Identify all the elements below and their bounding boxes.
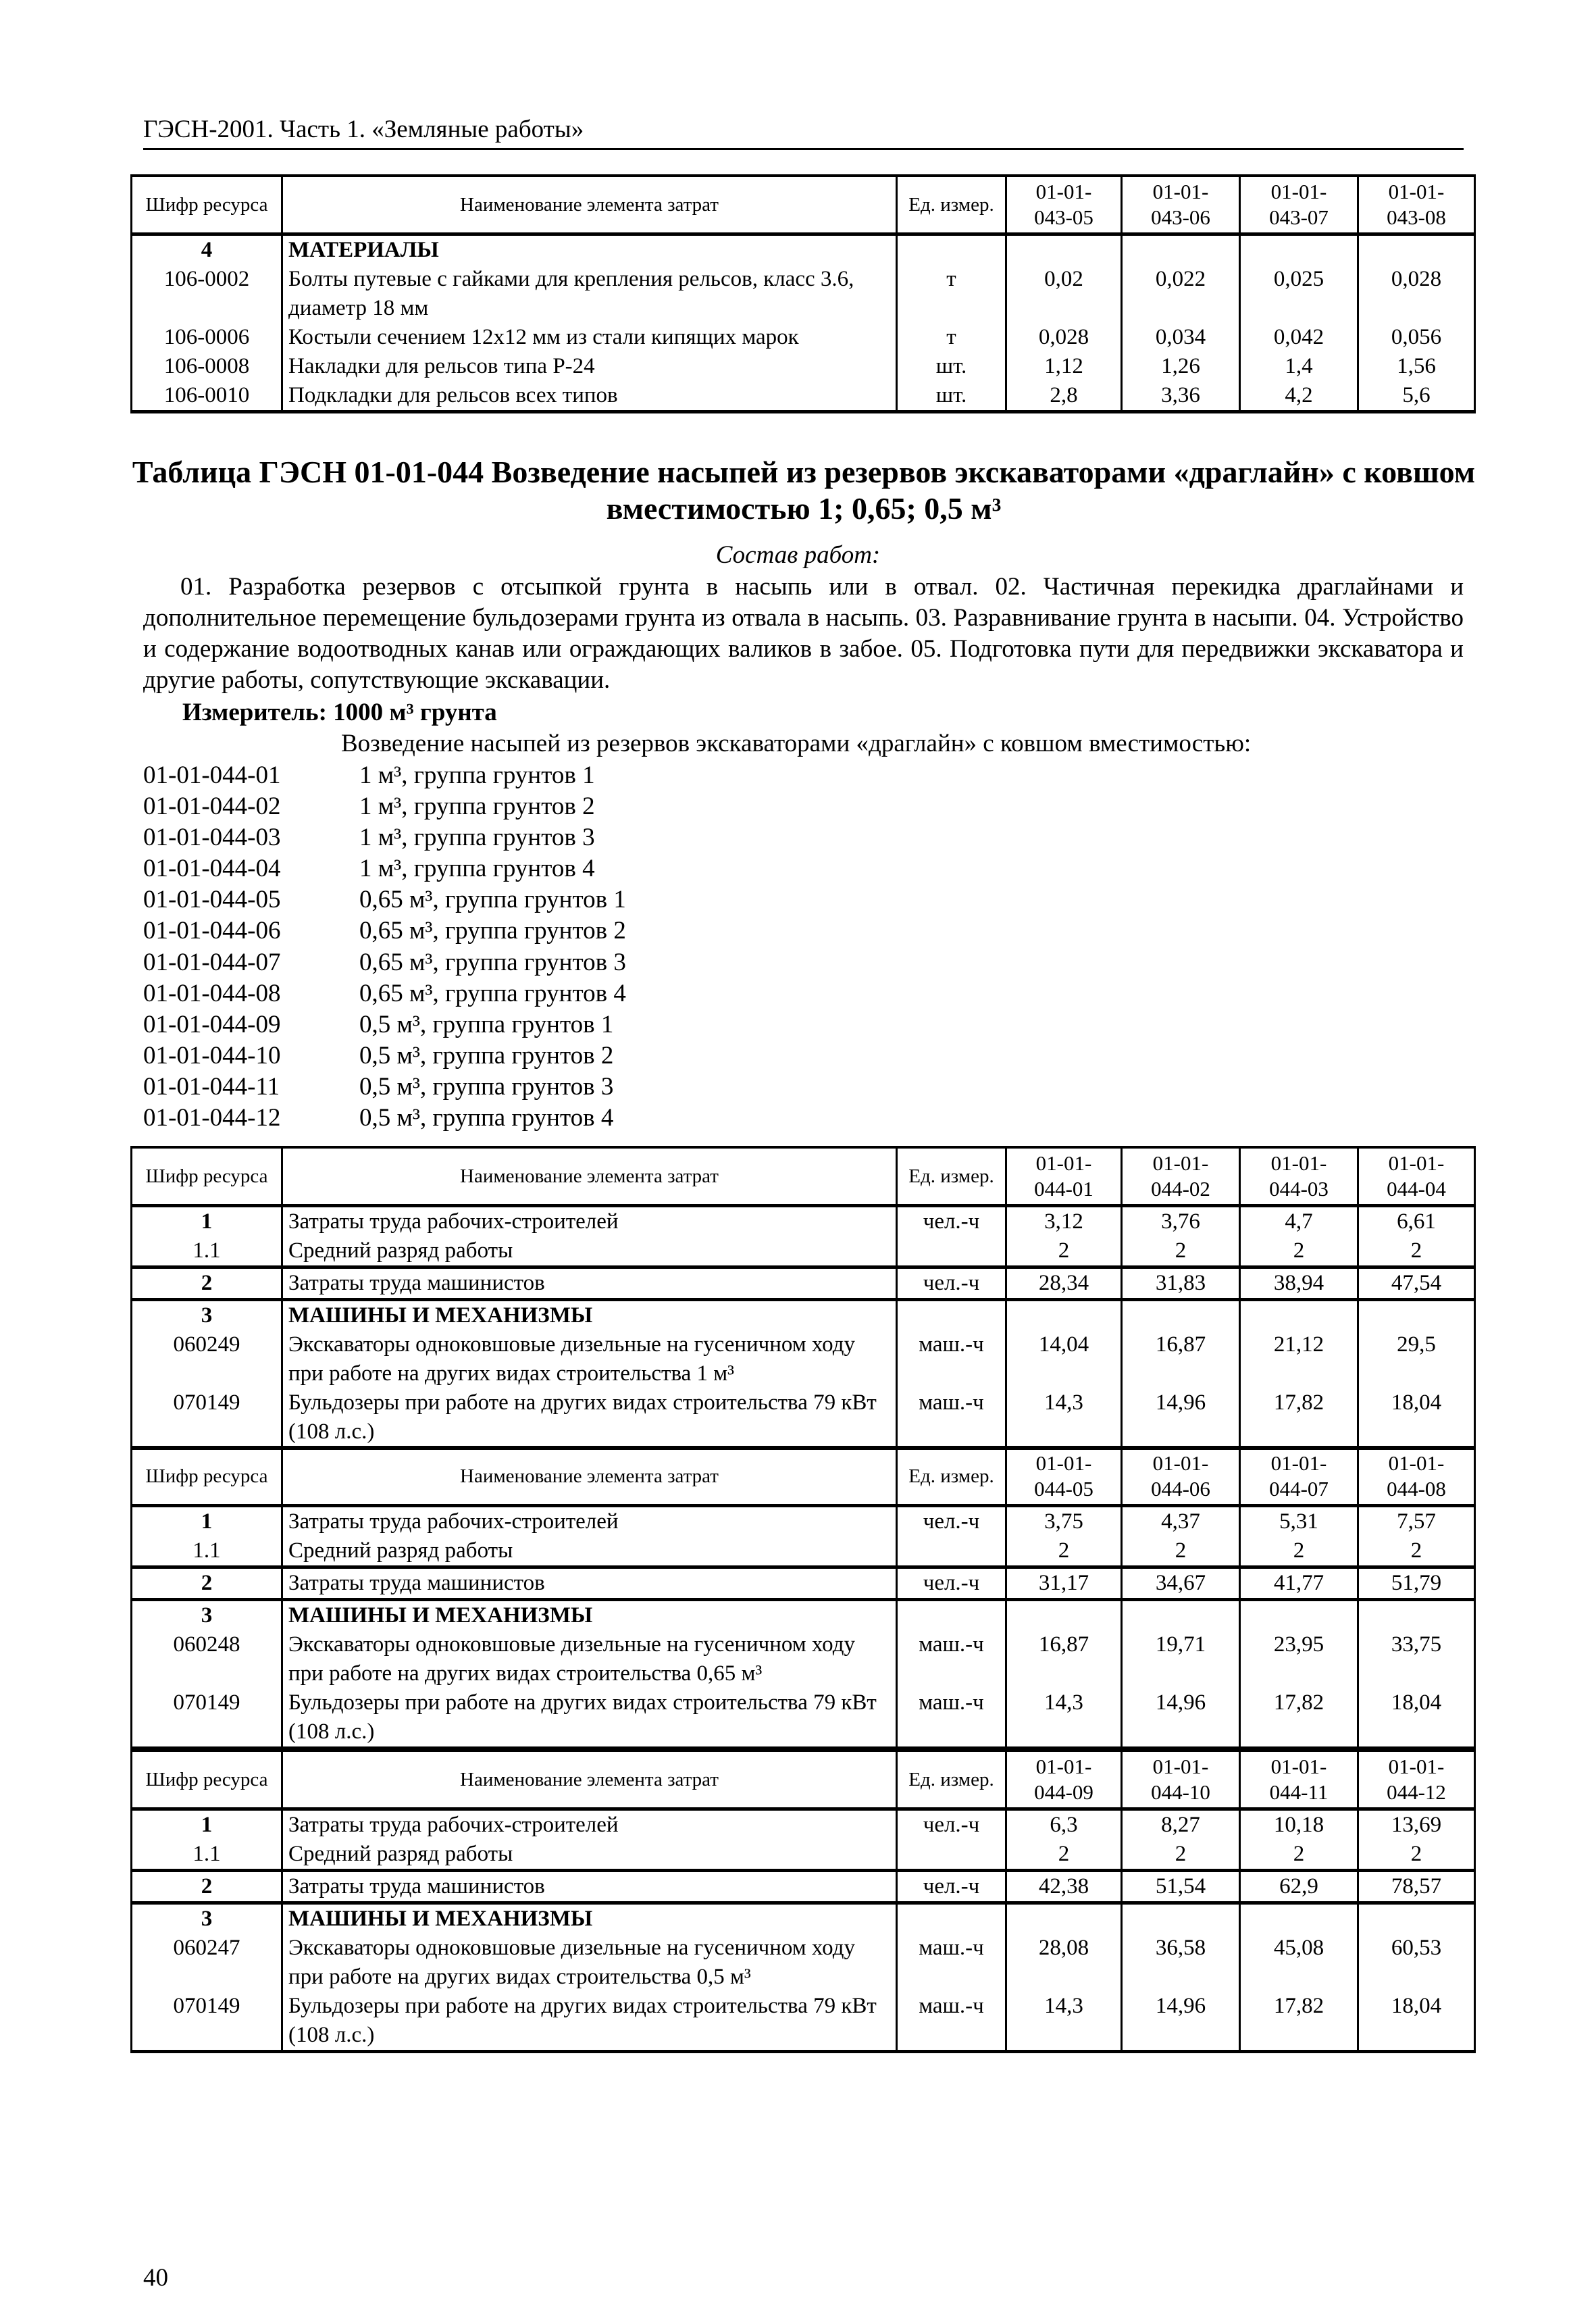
norm-value: 41,77 [1240,1567,1358,1600]
row-group [132,234,1475,412]
norm-value: 2 [1122,1840,1240,1871]
norm-value: 62,9 [1240,1871,1358,1903]
cost-element-name: МАТЕРИАЛЫ [282,234,897,266]
table-row [132,1600,1475,1631]
norm-value: 23,95 [1240,1630,1358,1688]
cost-element-name: Затраты труда рабочих-строителей [282,1506,897,1537]
cost-element-name: Затраты труда рабочих-строителей [282,1206,897,1237]
item-text: 0,5 м³, группа грунтов 2 [359,1041,614,1070]
column-code-header: 01-01- 044-11 [1240,1751,1358,1809]
resource-code: 070149 [132,1688,282,1749]
item-text: 0,5 м³, группа грунтов 4 [359,1104,614,1132]
norm-value: 28,08 [1006,1934,1122,1992]
table-header [132,1147,1475,1206]
norm-value [1122,1903,1240,1934]
unit [897,234,1006,266]
column-code-header: 01-01- 043-07 [1240,176,1358,234]
resource-code: 070149 [132,1992,282,2052]
item-text: 0,5 м³, группа грунтов 1 [359,1010,614,1038]
norm-value: 42,38 [1006,1871,1122,1903]
unit-header: Ед. измер. [897,176,1006,234]
cost-element-name: Средний разряд работы [282,1840,897,1871]
list-item [143,791,626,822]
norm-value [1122,1300,1240,1331]
unit [897,1536,1006,1567]
table-row [132,1330,1475,1388]
norm-value [1358,1903,1475,1934]
list-item [143,978,626,1009]
item-code: 01-01-044-05 [143,886,281,914]
name-header: Наименование элемента затрат [282,1751,897,1809]
norm-value: 0,056 [1358,323,1475,352]
unit: т [897,265,1006,323]
column-code-header: 01-01- 044-02 [1122,1147,1240,1206]
cost-element-name: Средний разряд работы [282,1536,897,1567]
norm-value: 18,04 [1358,1992,1475,2052]
unit-header: Ед. измер. [897,1447,1006,1506]
table-row [132,1536,1475,1567]
resource-code: 060247 [132,1934,282,1992]
cost-element-name: Накладки для рельсов типа Р-24 [282,352,897,381]
unit [897,1300,1006,1331]
resource-code: 2 [132,1871,282,1903]
table-row [132,1300,1475,1331]
unit: чел.-ч [897,1267,1006,1300]
unit: чел.-ч [897,1567,1006,1600]
norm-value: 5,6 [1358,381,1475,412]
row-group [132,1506,1475,1567]
cost-element-name: Затраты труда машинистов [282,1567,897,1600]
norm-value: 51,79 [1358,1567,1475,1600]
resource-code: 1 [132,1206,282,1237]
norm-value [1358,1300,1475,1331]
table-row [132,1236,1475,1267]
item-code: 01-01-044-10 [143,1041,281,1070]
column-code-header: 01-01- 044-03 [1240,1147,1358,1206]
running-header: ГЭСН-2001. Часть 1. «Земляные работы» [143,115,1464,150]
norm-value: 1,12 [1006,352,1122,381]
header-row [132,1147,1475,1206]
row-group [132,1206,1475,1267]
resource-code: 3 [132,1600,282,1631]
materials-table [130,174,1476,413]
row-group [132,1600,1475,1749]
row-group [132,1903,1475,2052]
unit: чел.-ч [897,1206,1006,1237]
resource-code: 1 [132,1809,282,1840]
table-row [132,1567,1475,1600]
table-row [132,234,1475,266]
resource-code: 2 [132,1567,282,1600]
norm-value: 14,04 [1006,1330,1122,1388]
table-row [132,1871,1475,1903]
code-header: Шифр ресурса [132,1447,282,1506]
unit: чел.-ч [897,1809,1006,1840]
norm-value: 2 [1240,1236,1358,1267]
norm-value: 17,82 [1240,1688,1358,1749]
norm-value: 17,82 [1240,1992,1358,2052]
row-group [132,1300,1475,1449]
section-title: Таблица ГЭСН 01-01-044 Возведение насыпей из резервов экскаваторами «драглайн» с ковшом вместимостью 1; 0,65; 0,5 м³ [132,455,1476,526]
row-group [132,1567,1475,1600]
cost-element-name: Подкладки для рельсов всех типов [282,381,897,412]
norm-value [1358,234,1475,266]
norm-value: 18,04 [1358,1388,1475,1449]
header-row [132,1751,1475,1809]
item-text: 0,65 м³, группа грунтов 4 [359,979,626,1007]
item-code: 01-01-044-04 [143,855,281,883]
norms-table-1 [130,1146,1476,1450]
item-code: 01-01-044-09 [143,1010,281,1038]
norm-value [1006,1600,1122,1631]
cost-element-name: Бульдозеры при работе на других видах строительства 79 кВт (108 л.с.) [282,1388,897,1449]
unit: маш.-ч [897,1330,1006,1388]
norm-value: 3,75 [1006,1506,1122,1537]
header-row [132,1447,1475,1506]
resource-code: 1.1 [132,1536,282,1567]
resource-code: 070149 [132,1388,282,1449]
norm-value: 31,83 [1122,1267,1240,1300]
unit: чел.-ч [897,1871,1006,1903]
table-header [132,1751,1475,1809]
resource-code: 060248 [132,1630,282,1688]
cost-element-name: Затраты труда машинистов [282,1267,897,1300]
cost-element-name: МАШИНЫ И МЕХАНИЗМЫ [282,1903,897,1934]
column-code-header: 01-01- 044-09 [1006,1751,1122,1809]
list-item [143,1040,626,1072]
column-code-header: 01-01- 044-05 [1006,1447,1122,1506]
cost-element-name: МАШИНЫ И МЕХАНИЗМЫ [282,1300,897,1331]
norm-value: 8,27 [1122,1809,1240,1840]
norm-value: 0,022 [1122,265,1240,323]
norm-value: 3,76 [1122,1206,1240,1237]
item-text: 1 м³, группа грунтов 3 [359,824,595,852]
table-row [132,1688,1475,1749]
list-item [143,853,626,884]
list-item [143,1072,626,1103]
norm-value: 14,3 [1006,1688,1122,1749]
norm-value: 2 [1240,1536,1358,1567]
norm-value: 1,26 [1122,352,1240,381]
cost-element-name: Экскаваторы одноковшовые дизельные на гусеничном ходу при работе на других видах строительства 0,65 м³ [282,1630,897,1688]
table-row [132,381,1475,412]
item-list [143,760,626,1134]
cost-element-name: Костыли сечением 12х12 мм из стали кипящих марок [282,323,897,352]
norm-value [1122,1600,1240,1631]
cost-element-name: Затраты труда машинистов [282,1871,897,1903]
item-text: 1 м³, группа грунтов 1 [359,761,595,789]
item-text: 0,65 м³, группа грунтов 3 [359,948,626,976]
table-row [132,1506,1475,1537]
table-row [132,1903,1475,1934]
composition-label: Состав работ: [715,541,881,569]
table-row [132,1934,1475,1992]
norm-value: 18,04 [1358,1688,1475,1749]
resource-code: 106-0008 [132,352,282,381]
norm-value: 2 [1358,1536,1475,1567]
list-item [143,760,626,791]
norm-value: 60,53 [1358,1934,1475,1992]
norm-value [1240,1600,1358,1631]
norm-value: 0,02 [1006,265,1122,323]
column-code-header: 01-01- 044-04 [1358,1147,1475,1206]
table-row [132,1206,1475,1237]
resource-code: 106-0002 [132,265,282,323]
norm-value [1122,234,1240,266]
list-item [143,947,626,978]
cost-element-name: Болты путевые с гайками для крепления рельсов, класс 3.6, диаметр 18 мм [282,265,897,323]
resource-code: 2 [132,1267,282,1300]
resource-code: 1.1 [132,1236,282,1267]
cost-element-name: Бульдозеры при работе на других видах строительства 79 кВт (108 л.с.) [282,1688,897,1749]
norm-value: 36,58 [1122,1934,1240,1992]
table-row [132,1840,1475,1871]
name-header: Наименование элемента затрат [282,1147,897,1206]
norm-value: 3,12 [1006,1206,1122,1237]
resource-code: 3 [132,1300,282,1331]
item-code: 01-01-044-03 [143,824,281,852]
norm-value: 45,08 [1240,1934,1358,1992]
norm-value: 14,3 [1006,1992,1122,2052]
item-code: 01-01-044-06 [143,917,281,945]
norm-value: 6,61 [1358,1206,1475,1237]
norms-table-2 [130,1446,1476,1750]
column-code-header: 01-01- 044-06 [1122,1447,1240,1506]
cost-element-name: Средний разряд работы [282,1236,897,1267]
unit: маш.-ч [897,1388,1006,1449]
table-row [132,1992,1475,2052]
norm-value: 29,5 [1358,1330,1475,1388]
norm-value: 1,56 [1358,352,1475,381]
table-row [132,352,1475,381]
norm-value: 47,54 [1358,1267,1475,1300]
norm-value: 21,12 [1240,1330,1358,1388]
unit-header: Ед. измер. [897,1147,1006,1206]
norm-value: 2 [1006,1236,1122,1267]
norm-value: 13,69 [1358,1809,1475,1840]
norm-value: 2 [1006,1840,1122,1871]
norm-value: 10,18 [1240,1809,1358,1840]
table-header [132,1447,1475,1506]
unit: маш.-ч [897,1992,1006,2052]
table-row [132,323,1475,352]
unit: т [897,323,1006,352]
resource-code: 4 [132,234,282,266]
list-item [143,1103,626,1134]
item-text: 1 м³, группа грунтов 4 [359,855,595,883]
unit [897,1236,1006,1267]
items-intro: Возведение насыпей из резервов экскаваторами «драглайн» с ковшом вместимостью: [341,730,1252,757]
unit [897,1600,1006,1631]
item-text: 0,5 м³, группа грунтов 3 [359,1072,614,1101]
item-text: 0,65 м³, группа грунтов 2 [359,917,626,945]
table-row [132,1388,1475,1449]
column-code-header: 01-01- 044-07 [1240,1447,1358,1506]
table-row [132,265,1475,323]
norm-value: 3,36 [1122,381,1240,412]
measure-unit: Измеритель: 1000 м³ грунта [182,699,497,726]
page-number: 40 [143,2264,168,2292]
cost-element-name: Затраты труда рабочих-строителей [282,1809,897,1840]
norm-value: 78,57 [1358,1871,1475,1903]
item-code: 01-01-044-01 [143,761,281,789]
norm-value: 0,028 [1358,265,1475,323]
resource-code: 060249 [132,1330,282,1388]
item-code: 01-01-044-07 [143,948,281,976]
norm-value: 6,3 [1006,1809,1122,1840]
unit: маш.-ч [897,1688,1006,1749]
row-group [132,1871,1475,1903]
table-row [132,1267,1475,1300]
norm-value: 16,87 [1122,1330,1240,1388]
code-header: Шифр ресурса [132,1147,282,1206]
cost-element-name: Экскаваторы одноковшовые дизельные на гусеничном ходу при работе на других видах строительства 0,5 м³ [282,1934,897,1992]
cost-element-name: Бульдозеры при работе на других видах строительства 79 кВт (108 л.с.) [282,1992,897,2052]
column-code-header: 01-01- 044-01 [1006,1147,1122,1206]
norm-value: 34,67 [1122,1567,1240,1600]
item-code: 01-01-044-12 [143,1104,281,1132]
item-code: 01-01-044-08 [143,979,281,1007]
norm-value: 2 [1006,1536,1122,1567]
code-header: Шифр ресурса [132,1751,282,1809]
unit: маш.-ч [897,1934,1006,1992]
item-text: 0,65 м³, группа грунтов 1 [359,886,626,914]
list-item [143,1009,626,1040]
column-code-header: 01-01- 044-08 [1358,1447,1475,1506]
norm-value: 2 [1358,1236,1475,1267]
resource-code: 1 [132,1506,282,1537]
norm-value: 1,4 [1240,352,1358,381]
norm-value [1240,1903,1358,1934]
list-item [143,915,626,947]
norm-value: 2 [1240,1840,1358,1871]
unit: шт. [897,381,1006,412]
header-row [132,176,1475,234]
norm-value: 51,54 [1122,1871,1240,1903]
norm-value: 14,96 [1122,1388,1240,1449]
resource-code: 106-0006 [132,323,282,352]
norm-value: 16,87 [1006,1630,1122,1688]
unit: маш.-ч [897,1630,1006,1688]
row-group [132,1267,1475,1300]
norm-value: 33,75 [1358,1630,1475,1688]
row-group [132,1809,1475,1871]
table-row [132,1809,1475,1840]
norm-value: 19,71 [1122,1630,1240,1688]
column-code-header: 01-01- 043-05 [1006,176,1122,234]
norm-value [1240,234,1358,266]
norm-value: 4,37 [1122,1506,1240,1537]
list-item [143,884,626,915]
norm-value: 0,028 [1006,323,1122,352]
norm-value: 38,94 [1240,1267,1358,1300]
resource-code: 1.1 [132,1840,282,1871]
composition-text: 01. Разработка резервов с отсыпкой грунта в насыпь или в отвал. 02. Частичная перекидка драглайнами и дополнительное перемещение бульдозерами грунта из отвала в насыпь. 03. Разравнивание грунта в насыпи. 04. Устройство и содержание водоотводных канав или ограждающих валиков в забое. 05. Подготовка пути для передвижки экскаватора и другие работы, сопутствующие экскавации. [143,573,1464,694]
name-header: Наименование элемента затрат [282,1447,897,1506]
cost-element-name: МАШИНЫ И МЕХАНИЗМЫ [282,1600,897,1631]
norm-value: 2,8 [1006,381,1122,412]
norm-value: 14,96 [1122,1688,1240,1749]
norm-value [1006,234,1122,266]
column-code-header: 01-01- 044-10 [1122,1751,1240,1809]
norm-value: 14,3 [1006,1388,1122,1449]
norm-value: 0,025 [1240,265,1358,323]
unit [897,1840,1006,1871]
unit-header: Ед. измер. [897,1751,1006,1809]
norm-value [1240,1300,1358,1331]
list-item [143,822,626,853]
norm-value: 17,82 [1240,1388,1358,1449]
norm-value: 31,17 [1006,1567,1122,1600]
norm-value: 0,034 [1122,323,1240,352]
norm-value [1006,1300,1122,1331]
norms-table-3 [130,1749,1476,2053]
column-code-header: 01-01- 044-12 [1358,1751,1475,1809]
norm-value: 28,34 [1006,1267,1122,1300]
column-code-header: 01-01- 043-06 [1122,176,1240,234]
unit: шт. [897,352,1006,381]
column-code-header: 01-01- 043-08 [1358,176,1475,234]
norm-value: 7,57 [1358,1506,1475,1537]
norm-value: 2 [1358,1840,1475,1871]
unit [897,1903,1006,1934]
norm-value: 5,31 [1240,1506,1358,1537]
norm-value: 14,96 [1122,1992,1240,2052]
resource-code: 3 [132,1903,282,1934]
norm-value: 4,7 [1240,1206,1358,1237]
table-header [132,176,1475,234]
norm-value: 0,042 [1240,323,1358,352]
norm-value: 2 [1122,1236,1240,1267]
code-header: Шифр ресурса [132,176,282,234]
item-code: 01-01-044-02 [143,793,281,821]
norm-value [1358,1600,1475,1631]
name-header: Наименование элемента затрат [282,176,897,234]
cost-element-name: Экскаваторы одноковшовые дизельные на гусеничном ходу при работе на других видах строительства 1 м³ [282,1330,897,1388]
norm-value [1006,1903,1122,1934]
table-row [132,1630,1475,1688]
norm-value: 2 [1122,1536,1240,1567]
unit: чел.-ч [897,1506,1006,1537]
item-text: 1 м³, группа грунтов 2 [359,793,595,821]
norm-value: 4,2 [1240,381,1358,412]
resource-code: 106-0010 [132,381,282,412]
item-code: 01-01-044-11 [143,1072,280,1101]
